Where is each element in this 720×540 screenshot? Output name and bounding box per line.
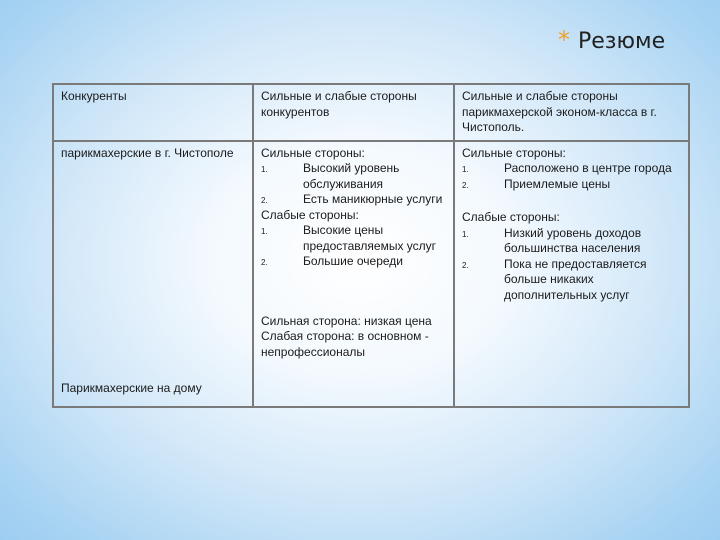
list-item: 1. Низкий уровень доходов большинства населения [462,225,642,255]
summary-table [52,83,690,408]
list-item: 2. Большие очереди [261,254,404,268]
table-body-row [53,141,689,408]
own-strong-heading: Сильные стороны: [462,145,566,160]
competitor-strong-heading: Сильные стороны: [261,145,365,160]
own-weak-heading: Слабые стороны: [462,210,560,224]
list-item: 2. Есть маникюрные услуги [261,192,443,206]
slide-title [558,26,665,54]
header-competitors: Конкуренты [53,84,253,141]
title-bullet-star: * [558,26,570,54]
home-weak-side: Слабая сторона: в основном - непрофессионалы [261,329,429,359]
table-header-row [53,84,689,141]
list-item: 1. Высокий уровень обслуживания [261,161,400,191]
list-item: 1. Расположено в центре города [462,161,672,175]
header-competitor-strengths: Сильные и слабые стороны конкурентов [253,84,454,141]
competitor-strong-list [261,161,447,208]
list-item: 2. Пока не предоставляется больше никаких дополнительных услуг [462,256,647,302]
competitor-home: Парикмахерские на дому [61,380,202,395]
header-own-strengths: Сильные и слабые стороны парикмахерской эконом-класса в г. Чистополь. [454,84,689,141]
own-weak-list [462,226,682,304]
competitors-cell [53,141,253,408]
home-strong-side: Сильная сторона: низкая цена [261,313,432,328]
own-analysis-cell [454,141,689,408]
list-item: 2. Приемлемые цены [462,176,611,191]
list-item: 1. Высокие цены предоставляемых услуг [261,223,437,253]
own-strong-list [462,161,682,192]
slide-title-text: Резюме [578,29,666,54]
competitor-salons: парикмахерские в г. Чистополе [61,145,234,160]
competitor-weak-heading: Слабые стороны: [261,207,359,222]
competitor-analysis-cell [253,141,454,408]
competitor-weak-list [261,223,447,270]
